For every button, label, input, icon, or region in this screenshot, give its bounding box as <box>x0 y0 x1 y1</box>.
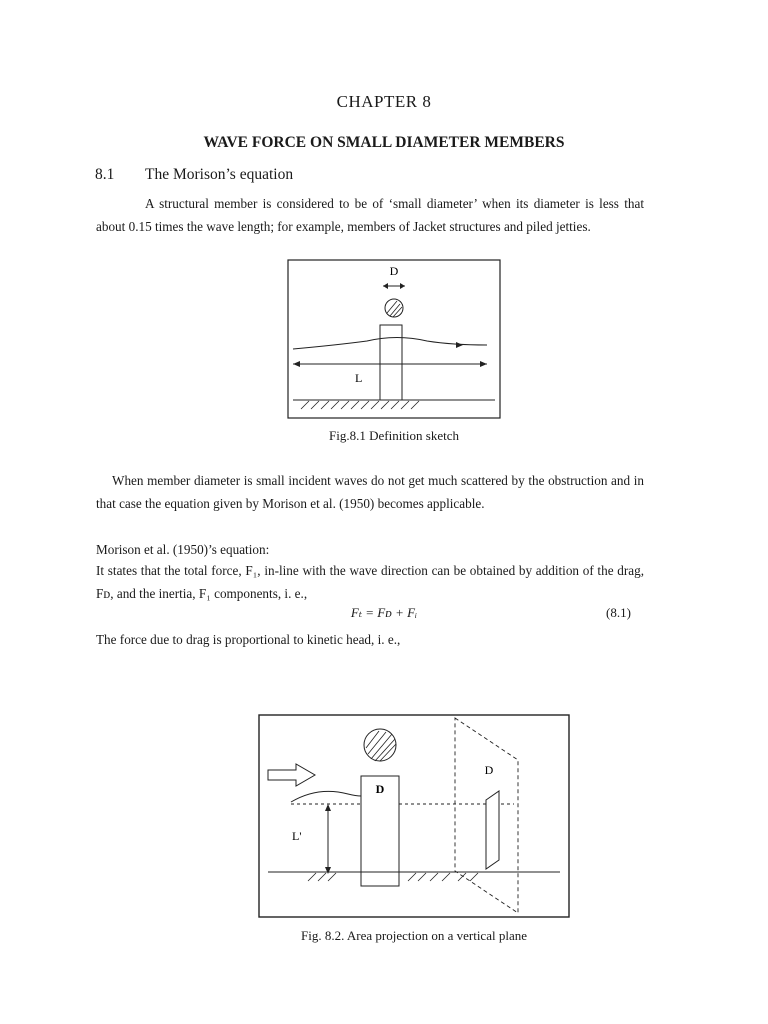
paragraph-scattering: When member diameter is small incident waves do not get much scattered by the obstruction and in that case the equation given by Morison et al. (1950) becomes applicable. <box>96 473 644 511</box>
figure-8-2-caption: Fig. 8.2. Area projection on a vertical plane <box>301 928 527 943</box>
fig1-label-L: L <box>355 371 363 385</box>
figure-8-1-caption: Fig.8.1 Definition sketch <box>329 428 459 443</box>
fig2-label-D-front: D <box>375 782 385 796</box>
paragraph-definition: A structural member is considered to be of ‘small diameter’ when its diameter is less that about 0.15 times the wave length; for example, members of Jacket structures and piled jetties. <box>96 196 644 234</box>
fig1-label-D: D <box>389 264 399 278</box>
figure-8-2-area-projection <box>258 714 570 918</box>
figure-8-1-definition-sketch <box>287 259 501 419</box>
equation-number: (8.1) <box>606 605 631 620</box>
fig2-label-D-plane: D <box>484 763 494 777</box>
chapter-title: WAVE FORCE ON SMALL DIAMETER MEMBERS <box>203 134 565 151</box>
section-title: The Morison’s equation <box>145 166 294 183</box>
section-number: 8.1 <box>95 166 115 183</box>
chapter-heading: CHAPTER 8 <box>336 92 432 111</box>
paragraph-drag: The force due to drag is proportional to kinetic head, i. e., <box>96 632 401 647</box>
fig2-label-L: L' <box>292 829 302 843</box>
morison-heading: Morison et al. (1950)’s equation: <box>96 542 270 557</box>
paragraph-total-force: It states that the total force, F₁, in-line with the wave direction can be obtained by addition of the drag, Fᴅ, and the inertia, F₁ components, i. e., <box>96 563 644 601</box>
equation-8-1: Fₜ = Fᴅ + Fᵢ <box>350 605 418 620</box>
